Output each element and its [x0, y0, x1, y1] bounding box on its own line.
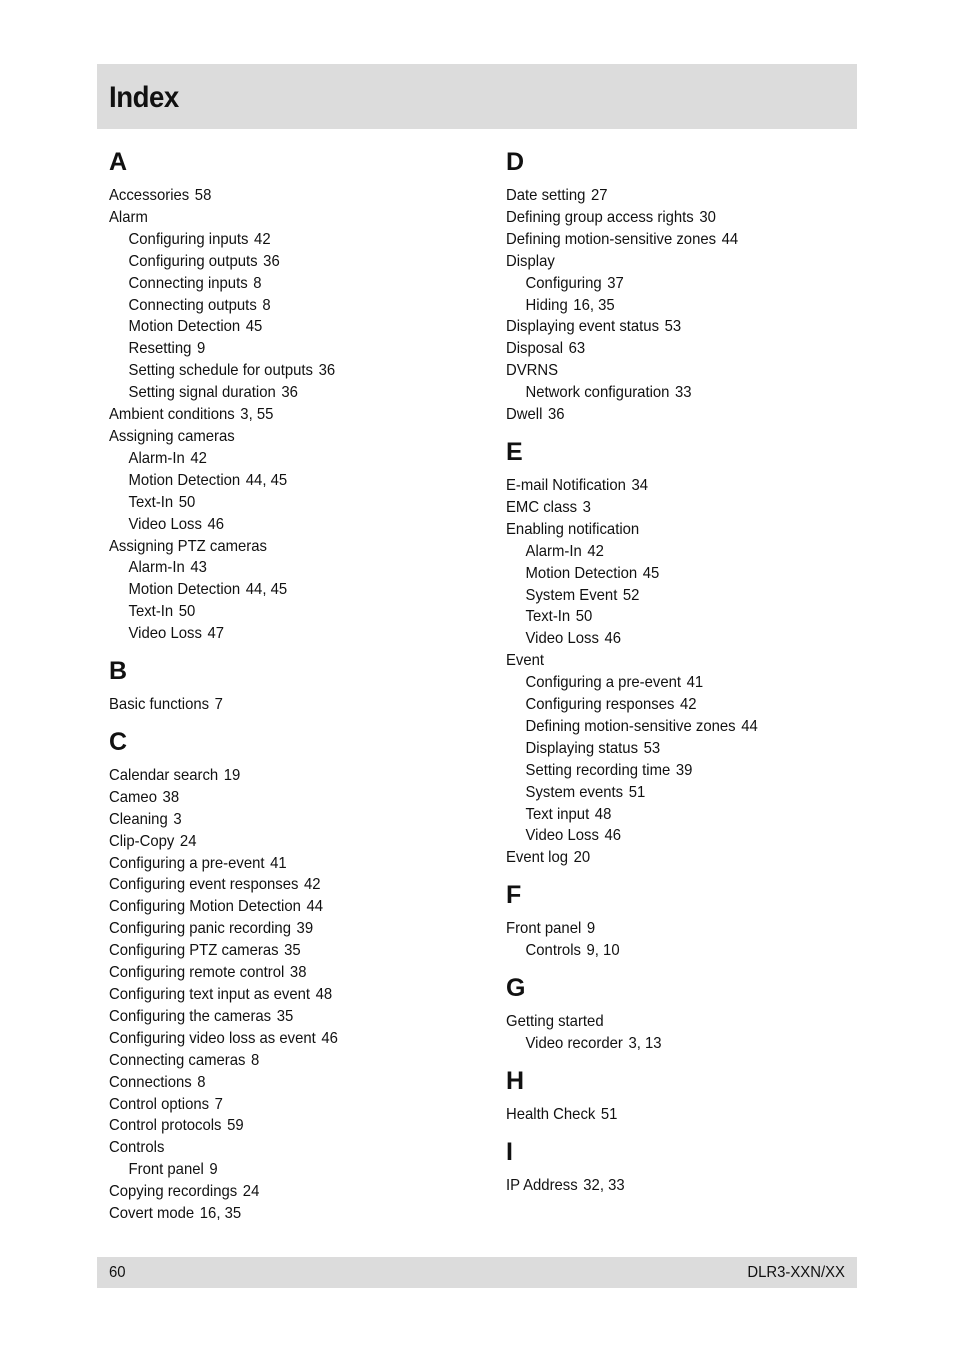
entry-term: Setting schedule for outputs: [128, 362, 314, 380]
entry-term: Covert mode: [109, 1205, 195, 1223]
entry-term: Motion Detection: [128, 581, 241, 599]
entry-term: Enabling notification: [506, 520, 640, 538]
page-number: 60: [109, 1263, 126, 1281]
index-subentry: [506, 382, 832, 404]
entry-term: Control options: [109, 1095, 210, 1113]
entry-pages: 16, 35: [573, 296, 615, 314]
index-entry: [506, 1104, 832, 1126]
index-subentry: [109, 601, 453, 623]
entry-term: Video Loss: [128, 515, 202, 533]
entry-term: Accessories: [109, 187, 190, 204]
entry-pages: 63: [568, 340, 586, 358]
index-subentry: [506, 825, 832, 847]
section-letter: F: [506, 881, 522, 910]
entry-term: Ambient conditions: [109, 406, 235, 424]
entry-pages: 16, 35: [199, 1205, 242, 1223]
entry-pages: 50: [575, 608, 593, 626]
index-entry: [109, 918, 453, 940]
entry-pages: 19: [223, 766, 241, 784]
entry-term: Configuring Motion Detection: [109, 898, 301, 916]
index-subentry: [506, 782, 832, 804]
entry-term: System events: [525, 783, 624, 801]
entry-term: Video Loss: [525, 827, 599, 845]
entry-term: Alarm-In: [128, 559, 185, 577]
entry-pages: 48: [315, 986, 333, 1003]
entry-term: Setting recording time: [525, 761, 671, 779]
entry-term: Calendar search: [109, 766, 219, 784]
entry-term: Text-In: [525, 608, 571, 626]
entry-term: Text input: [525, 805, 590, 823]
index-section: [506, 972, 856, 1055]
entry-term: Displaying event status: [506, 318, 660, 336]
index-entry: [506, 650, 832, 672]
entry-term: EMC class: [506, 498, 578, 516]
entry-pages: 8: [262, 296, 271, 314]
index-entry: [506, 847, 832, 869]
entry-term: Clip-Copy: [109, 832, 175, 850]
entry-term: System Event: [525, 586, 618, 604]
entry-pages: 8: [197, 1073, 206, 1091]
entry-pages: 41: [686, 674, 704, 692]
entry-pages: 50: [178, 603, 196, 621]
entry-term: Configuring inputs: [128, 230, 249, 248]
entry-term: Front panel: [506, 920, 582, 938]
index-subentry: [109, 514, 453, 536]
index-entry: [109, 984, 453, 1006]
index-entry: [109, 962, 453, 984]
entry-pages: 53: [643, 739, 661, 757]
entry-pages: 9: [586, 920, 596, 938]
entry-pages: 24: [242, 1183, 260, 1201]
entry-pages: 36: [547, 406, 565, 424]
index-entry: [109, 1072, 453, 1094]
entry-pages: 35: [276, 1007, 294, 1025]
entry-term: Text-In: [128, 493, 174, 511]
entry-term: Text-In: [128, 603, 174, 621]
section-letter: G: [506, 974, 526, 1003]
index-section: [109, 726, 479, 1225]
entry-pages: 9: [196, 340, 206, 358]
index-entry: [109, 1006, 453, 1028]
entry-term: Control protocols: [109, 1117, 222, 1135]
index-entry: [506, 229, 832, 251]
index-entry: [109, 787, 453, 809]
entry-term: Getting started: [506, 1013, 604, 1031]
index-section: [506, 1065, 856, 1126]
entry-term: Configuring event responses: [109, 876, 299, 894]
index-section: [506, 436, 856, 869]
index-entry: [109, 1203, 453, 1225]
entry-term: Basic functions: [109, 696, 210, 714]
entry-term: Copying recordings: [109, 1183, 238, 1201]
entry-term: Configuring outputs: [128, 252, 258, 270]
entry-pages: 3: [173, 810, 182, 828]
model-number: DLR3-XXN/XX: [747, 1263, 845, 1281]
page-title: Index: [109, 81, 179, 114]
entry-term: Controls: [525, 942, 581, 960]
entry-term: Configuring panic recording: [109, 920, 291, 938]
entry-pages: 46: [321, 1029, 338, 1047]
index-header: [97, 64, 857, 129]
entry-term: Configuring PTZ cameras: [109, 942, 279, 960]
entry-pages: 44: [741, 717, 758, 735]
entry-term: Display: [506, 252, 555, 270]
index-section: [109, 146, 479, 645]
index-entry: [109, 896, 453, 918]
entry-pages: 48: [594, 805, 612, 823]
index-entry: [109, 426, 453, 448]
entry-term: Network configuration: [525, 384, 670, 402]
entry-term: Defining group access rights: [506, 208, 694, 226]
entry-pages: 51: [600, 1105, 618, 1123]
entry-term: Configuring text input as event: [109, 986, 311, 1003]
entry-term: Assigning cameras: [109, 427, 235, 445]
index-section: [109, 655, 479, 716]
index-entry: [506, 207, 832, 229]
entry-term: Cleaning: [109, 810, 168, 828]
entry-term: Defining motion-sensitive zones: [525, 717, 736, 735]
entry-term: Video recorder: [525, 1035, 623, 1052]
entry-pages: 44, 45: [245, 581, 288, 599]
section-letter: D: [506, 148, 525, 176]
index-entry: [506, 519, 832, 541]
entry-pages: 58: [194, 187, 212, 204]
entry-pages: 59: [227, 1117, 244, 1135]
entry-pages: 7: [214, 1095, 223, 1113]
index-entry: [506, 497, 832, 519]
entry-term: Configuring remote control: [109, 964, 285, 982]
entry-pages: 37: [607, 274, 624, 292]
index-entry: [109, 831, 453, 853]
index-entry: [109, 1050, 453, 1072]
index-entry: [109, 874, 453, 896]
index-entry: [506, 338, 832, 360]
index-subentry: [109, 338, 453, 360]
section-letter: E: [506, 437, 523, 466]
entry-pages: 32, 33: [583, 1176, 625, 1194]
index-entry: [506, 251, 832, 273]
index-entry: [109, 1137, 453, 1159]
index-entry: [109, 853, 453, 875]
entry-pages: 44, 45: [245, 471, 288, 489]
entry-pages: 39: [296, 920, 314, 938]
entry-term: Date setting: [506, 187, 586, 204]
index-entry: [506, 316, 832, 338]
entry-term: Motion Detection: [128, 318, 241, 336]
index-subentry: [506, 628, 832, 650]
entry-pages: 34: [631, 476, 649, 494]
entry-pages: 3, 55: [240, 406, 274, 424]
entry-term: Configuring a pre-event: [525, 674, 682, 692]
index-subentry: [506, 541, 832, 563]
entry-term: Event log: [506, 849, 569, 867]
entry-term: Hiding: [525, 296, 568, 314]
index-subentry: [506, 295, 832, 317]
entry-term: IP Address: [506, 1176, 578, 1194]
index-subentry: [109, 229, 453, 251]
entry-term: E-mail Notification: [506, 476, 626, 494]
index-subentry: [109, 295, 453, 317]
index-entry: [506, 1175, 832, 1197]
entry-pages: 45: [245, 318, 263, 336]
index-section: [506, 879, 856, 962]
index-subentry: [506, 672, 832, 694]
index-entry: [109, 1094, 453, 1116]
entry-term: Alarm: [109, 208, 148, 226]
entry-pages: 33: [675, 384, 692, 402]
index-entry: [109, 694, 453, 716]
index-entry: [506, 185, 832, 207]
index-subentry: [506, 606, 832, 628]
section-letter: I: [506, 1137, 513, 1166]
entry-pages: 53: [664, 318, 682, 336]
entry-pages: 47: [207, 625, 225, 643]
entry-term: Motion Detection: [525, 564, 638, 582]
entry-pages: 44: [306, 898, 324, 916]
index-subentry: [109, 448, 453, 470]
index-subentry: [506, 940, 832, 962]
entry-term: Configuring video loss as event: [109, 1029, 316, 1047]
index-subentry: [109, 360, 453, 382]
index-subentry: [109, 316, 453, 338]
index-entry: [109, 207, 453, 229]
entry-term: Video Loss: [525, 630, 599, 648]
page-footer: [97, 1257, 857, 1288]
index-entry: [506, 918, 832, 940]
index-entry: [109, 1181, 453, 1203]
entry-term: Alarm-In: [128, 449, 185, 467]
entry-term: Configuring the cameras: [109, 1007, 272, 1025]
entry-pages: 46: [207, 515, 225, 533]
index-subentry: [109, 273, 453, 295]
entry-pages: 3: [582, 498, 591, 516]
entry-term: Configuring: [525, 274, 602, 292]
entry-term: Defining motion-sensitive zones: [506, 230, 717, 248]
entry-pages: 30: [699, 208, 716, 226]
section-letter: A: [109, 148, 128, 176]
index-entry: [109, 809, 453, 831]
index-section: [506, 146, 856, 426]
entry-pages: 42: [304, 876, 321, 894]
entry-term: Alarm-In: [525, 542, 582, 560]
entry-term: Configuring responses: [525, 696, 675, 714]
section-letter: B: [109, 657, 128, 686]
entry-pages: 3, 13: [628, 1035, 662, 1052]
entry-term: Video Loss: [128, 625, 202, 643]
index-subentry: [109, 470, 453, 492]
index-subentry: [506, 1033, 832, 1055]
entry-pages: 36: [263, 252, 280, 270]
index-entry: [109, 404, 453, 426]
entry-pages: 42: [254, 230, 271, 248]
entry-pages: 9, 10: [586, 942, 620, 960]
entry-pages: 8: [253, 274, 262, 292]
index-subentry: [109, 1159, 453, 1181]
index-subentry: [506, 804, 832, 826]
entry-pages: 38: [289, 964, 307, 982]
index-entry: [109, 940, 453, 962]
entry-pages: 52: [622, 586, 640, 604]
entry-pages: 43: [190, 559, 207, 577]
entry-term: Assigning PTZ cameras: [109, 537, 267, 555]
index-entry: [506, 404, 832, 426]
index-subentry: [506, 563, 832, 585]
index-subentry: [109, 623, 453, 645]
index-subentry: [506, 694, 832, 716]
entry-pages: 8: [251, 1051, 260, 1069]
entry-term: Cameo: [109, 788, 157, 806]
section-letter: C: [109, 727, 128, 756]
entry-term: Connecting outputs: [128, 296, 257, 314]
entry-term: Controls: [109, 1139, 165, 1157]
index-subentry: [109, 492, 453, 514]
entry-pages: 38: [162, 788, 180, 806]
entry-term: Dwell: [506, 406, 543, 424]
entry-pages: 39: [675, 761, 693, 779]
entry-pages: 36: [318, 362, 336, 380]
entry-term: Configuring a pre-event: [109, 854, 265, 872]
entry-term: Displaying status: [525, 739, 639, 757]
entry-term: Disposal: [506, 340, 564, 358]
index-entry: [109, 1028, 453, 1050]
entry-term: Connections: [109, 1073, 192, 1091]
index-subentry: [506, 716, 832, 738]
index-subentry: [506, 585, 832, 607]
index-entry: [109, 1115, 453, 1137]
index-column-right: [506, 146, 856, 1207]
index-section: [506, 1136, 856, 1197]
entry-pages: 20: [573, 849, 591, 867]
entry-pages: 24: [179, 832, 197, 850]
entry-term: Connecting inputs: [128, 274, 248, 292]
entry-term: DVRNS: [506, 362, 559, 380]
index-subentry: [506, 273, 832, 295]
entry-pages: 44: [721, 230, 739, 248]
entry-pages: 42: [190, 449, 207, 467]
entry-pages: 50: [178, 493, 196, 511]
index-subentry: [109, 579, 453, 601]
index-entry: [109, 185, 453, 207]
entry-pages: 35: [284, 942, 301, 960]
entry-pages: 46: [604, 827, 622, 845]
entry-term: Health Check: [506, 1105, 596, 1123]
index-entry: [506, 360, 832, 382]
entry-pages: 42: [587, 542, 604, 560]
entry-term: Resetting: [128, 340, 192, 358]
index-entry: [506, 475, 832, 497]
section-letter: H: [506, 1066, 525, 1095]
entry-pages: 27: [590, 187, 608, 204]
entry-pages: 46: [604, 630, 622, 648]
index-column-left: [109, 146, 479, 1235]
entry-pages: 36: [281, 384, 298, 402]
index-subentry: [506, 738, 832, 760]
entry-pages: 41: [270, 854, 287, 872]
index-subentry: [109, 382, 453, 404]
entry-term: Motion Detection: [128, 471, 241, 489]
index-subentry: [109, 251, 453, 273]
entry-pages: 42: [679, 696, 697, 714]
entry-pages: 9: [209, 1161, 218, 1179]
entry-pages: 45: [642, 564, 660, 582]
entry-term: Connecting cameras: [109, 1051, 246, 1069]
entry-pages: 7: [214, 696, 223, 714]
entry-term: Event: [506, 652, 545, 670]
entry-term: Setting signal duration: [128, 384, 276, 402]
index-subentry: [109, 557, 453, 579]
index-entry: [506, 1011, 832, 1033]
index-entry: [109, 765, 453, 787]
entry-pages: 51: [628, 783, 646, 801]
index-entry: [109, 536, 453, 558]
index-subentry: [506, 760, 832, 782]
entry-term: Front panel: [128, 1161, 204, 1179]
